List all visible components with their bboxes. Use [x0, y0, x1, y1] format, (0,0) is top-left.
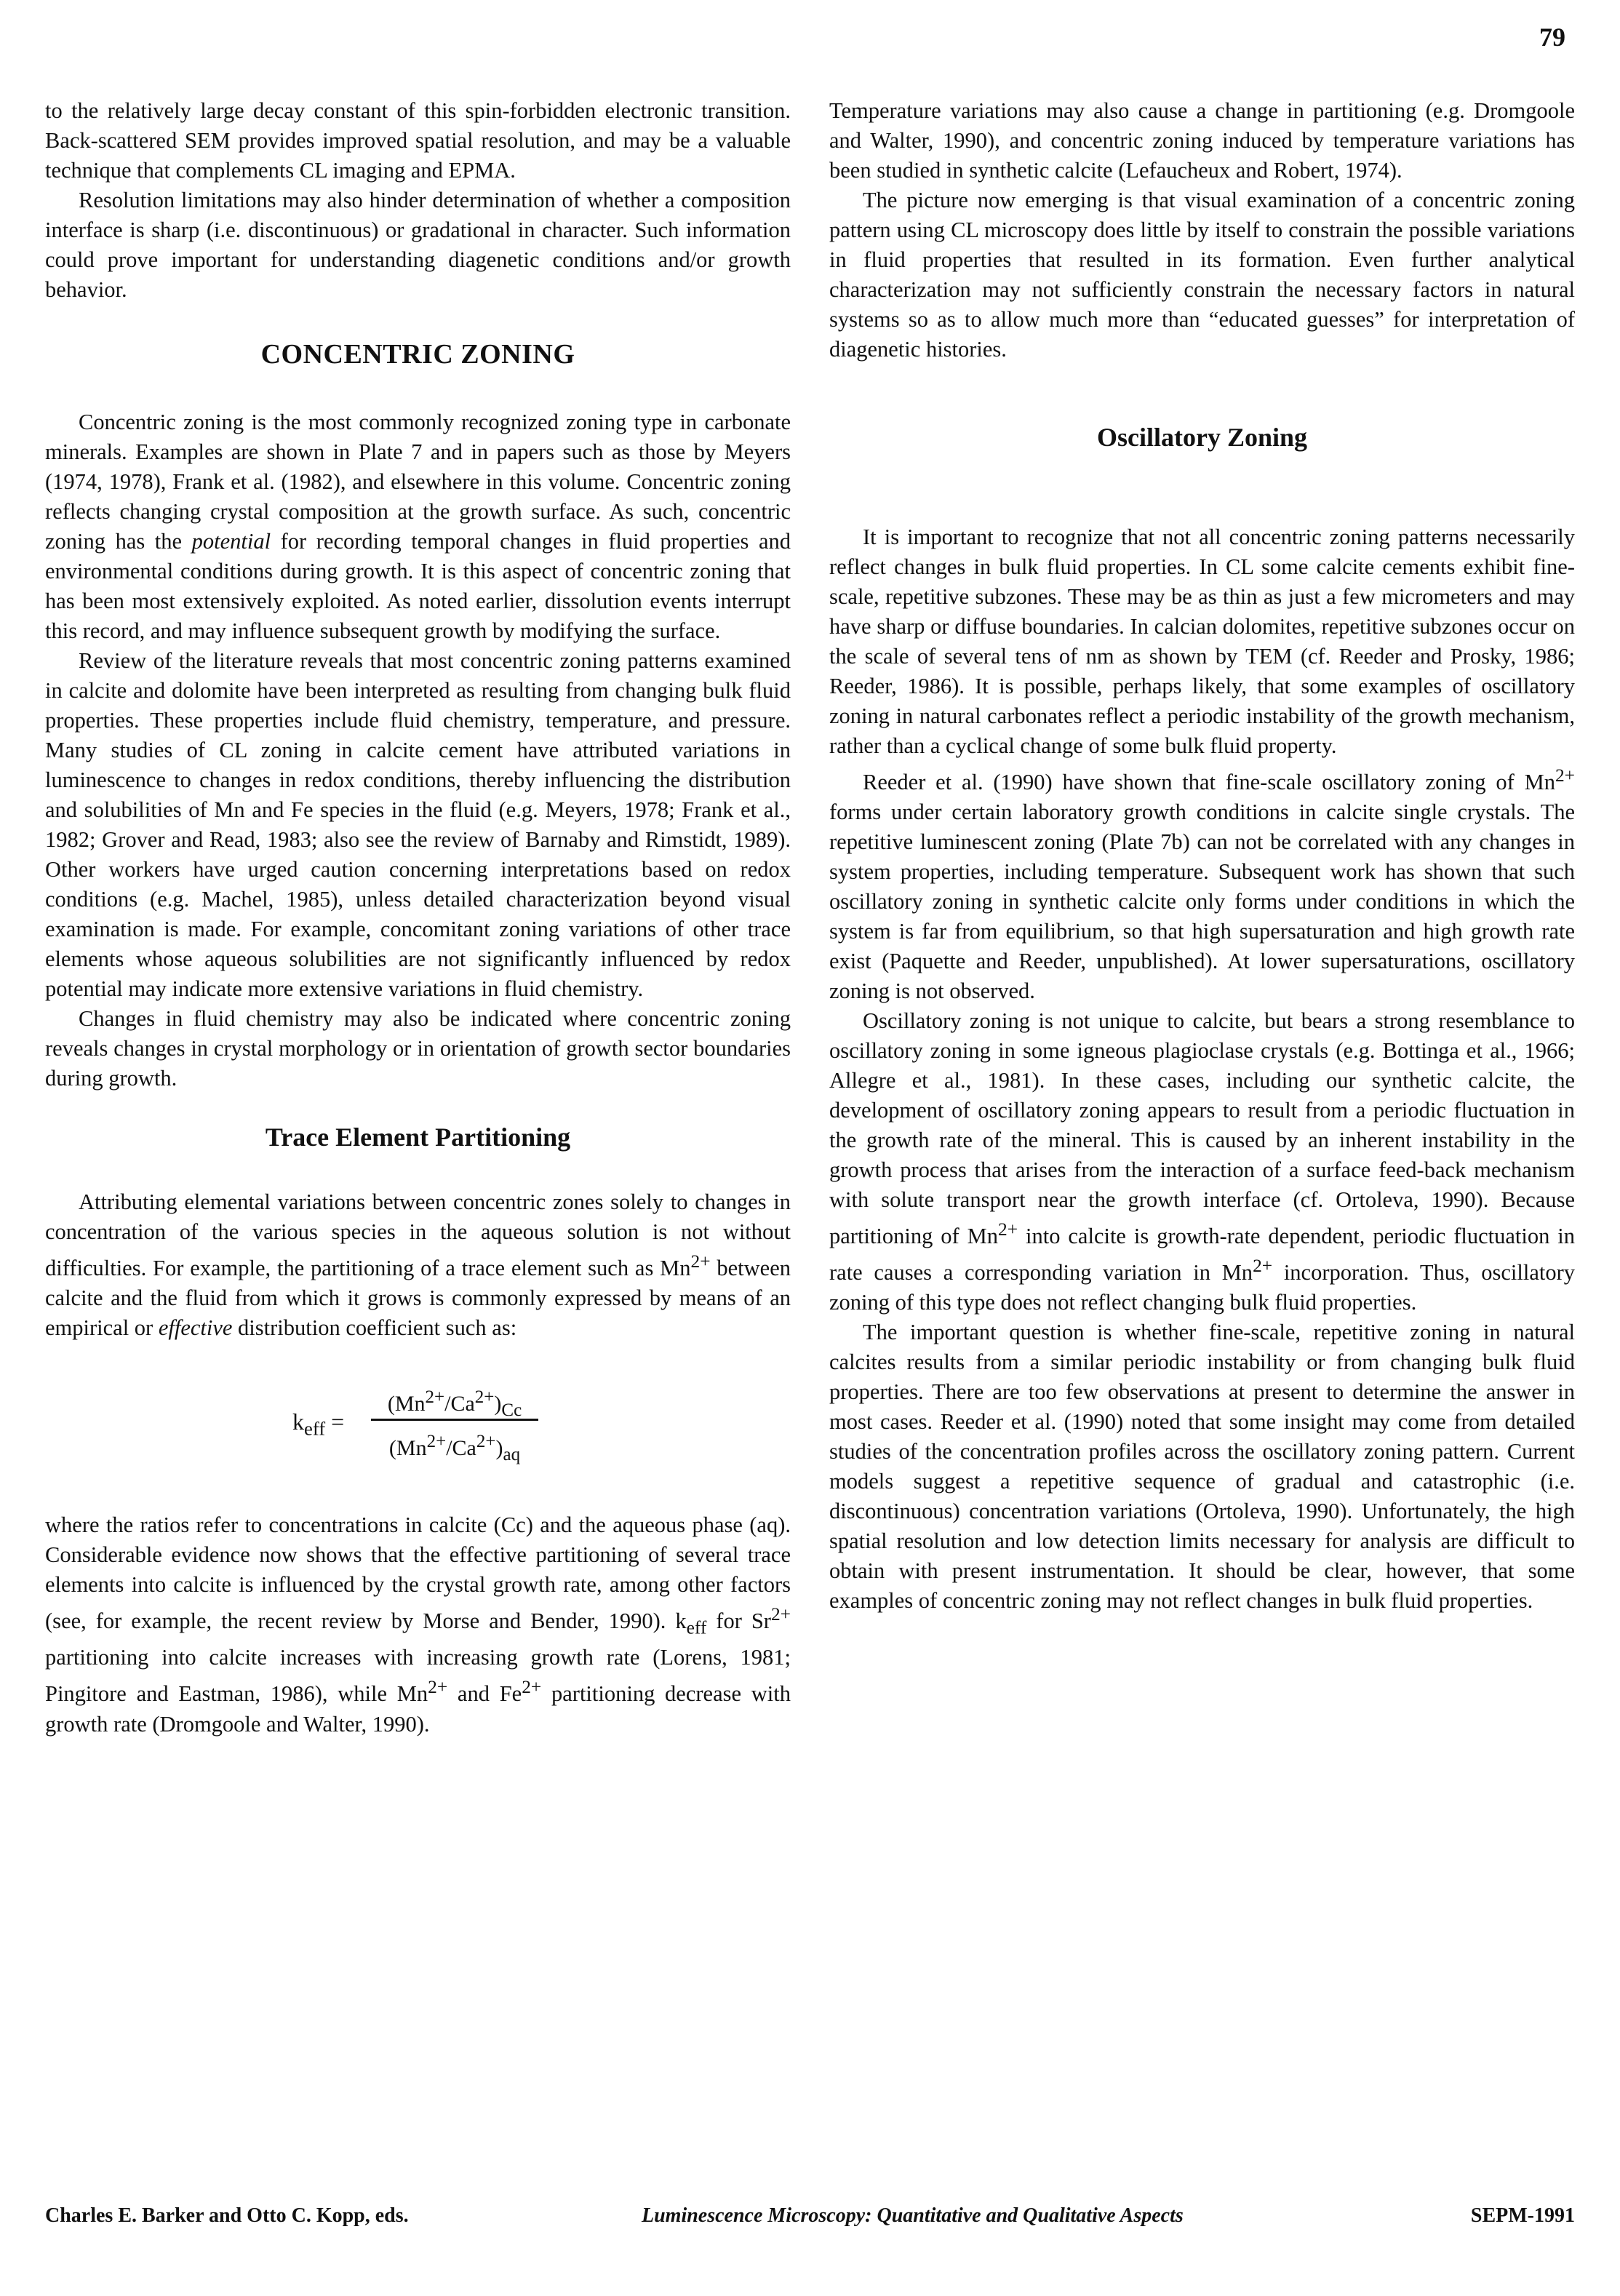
distribution-coefficient-equation — [45, 1365, 791, 1488]
paragraph: where the ratios refer to concentrations in calcite (Cc) and the aqueous phase (aq). Considerable evidence now shows that the effective partitioning of several trace elements into calcite is influenced by the crystal growth rate, among other factors (see, for example, the recent review by Morse and Bender, 1990). $k_{eff}$ for $Sr^{2+}$ partitioning into calcite increases with increasing growth rate (Lorens, 1981; Pingitore and Eastman, 1986), while $Mn^{2+}$ and $Fe^{2+}$ partitioning decrease with growth rate (Dromgoole and Walter, 1990). — [45, 1512, 791, 1737]
paragraph: Review of the literature reveals that most concentric zoning patterns examined in calcite and dolomite have been interpreted as resulting from changing bulk fluid properties. These properties include fluid chemistry, temperature, and pressure. Many studies of CL zoning in calcite cement have attributed variations in luminescence to changes in redox conditions, thereby influencing the distribution and solubilities of Mn and Fe species in the fluid (e.g. Meyers, 1978; Frank et al., 1982; Grover and Read, 1983; also see the review of Barnaby and Rimstidt, 1989). Other workers have urged caution concerning interpretations based on redox conditions (e.g. Machel, 1985), unless detailed characterization beyond visual examination is made. For example, concomitant zoning variations of other trace elements whose aqueous solubilities are not significantly influenced by redox potential may indicate more extensive variations in fluid chemistry. — [45, 648, 791, 1001]
paragraph: The important question is whether fine-scale, repetitive zoning in natural calcites results from a similar periodic instability or from changing bulk fluid properties. There are too few observations at present to determine the answer in most cases. Reeder et al. (1990) noted that some insight may come from detailed studies of the concentration profiles across the oscillatory zoning pattern. Current models suggest a repetitive sequence of gradual and catastrophic (i.e. discontinuous) concentration variations (Ortoleva, 1990). Unfortunately, the high spatial resolution and low detection limits necessary for analysis are difficult to obtain with present instrumentation. It should be clear, however, that some examples of concentric zoning may not reflect changes in bulk fluid properties. — [829, 1320, 1575, 1614]
page-number: 79 — [1539, 23, 1565, 52]
subsection-heading-trace-element-partitioning: Trace Element Partitioning — [265, 1123, 571, 1152]
equation-fraction — [371, 1365, 538, 1465]
paragraph: Changes in fluid chemistry may also be indicated where concentric zoning reveals changes in crystal morphology or in orientation of growth sector boundaries during growth. — [45, 1006, 791, 1091]
paragraph: Temperature variations may also cause a change in partitioning (e.g. Dromgoole and Walter, 1990), and concentric zoning induced by temperature variations has been studied in synthetic calcite (Lefaucheux and Robert, 1974). — [829, 98, 1575, 183]
footer-editors: Charles E. Barker and Otto C. Kopp, eds. — [45, 2204, 409, 2227]
footer-book-title: Luminescence Microscopy: Quantitative and Qualitative Aspects — [642, 2204, 1184, 2227]
equation-numerator: $(Mn^{2+}/Ca^{2+})_{Cc}$ — [387, 1387, 522, 1421]
paragraph: Oscillatory zoning is not unique to calcite, but bears a strong resemblance to oscillatory zoning in some igneous plagioclase crystals (e.g. Bottinga et al., 1966; Allegre et al., 1981). In these cases, including our synthetic calcite, the development of oscillatory zoning appears to result from a periodic fluctuation in the growth rate of the mineral. This is caused by an inherent instability in the growth process that arises from the interaction of a surface feed-back mechanism with solute transport near the growth interface (cf. Ortoleva, 1990). Because partitioning of $Mn^{2+}$ into calcite is growth-rate dependent, periodic fluctuation in rate causes a corresponding variation in $Mn^{2+}$ incorporation. Thus, oscillatory zoning of this type does not reflect changing bulk fluid properties. — [829, 1008, 1576, 1315]
paragraph: to the relatively large decay constant of this spin-forbidden electronic transition. Back-scattered SEM provides improved spatial resolution, and may be a valuable technique that complements CL imaging and EPMA. — [45, 98, 791, 183]
equation-lhs: $k_{eff}$ = — [292, 1408, 345, 1440]
paragraph: Resolution limitations may also hinder determination of whether a composition interface is sharp (i.e. discontinuous) or gradational in character. Such information could prove important for understanding diagenetic conditions and/or growth behavior. — [45, 188, 791, 302]
paragraph: Attributing elemental variations between concentric zones solely to changes in concentration of the various species in the aqueous solution is not without difficulties. For example, the partitioning of a trace element such as $Mn^{2+}$ between calcite and the fluid from which it grows is commonly expressed by means of an empirical or effective distribution coefficient such as: — [45, 1189, 791, 1341]
equation-denominator: $(Mn^{2+}/Ca^{2+})_{aq}$ — [388, 1432, 521, 1465]
paragraph: The picture now emerging is that visual examination of a concentric zoning pattern using CL microscopy does little by itself to constrain the possible variations in fluid properties that resulted in its formation. Even further analytical characterization may not sufficiently constrain the necessary factors in natural systems so as to allow much more than “educated guesses” for interpretation of diagenetic histories. — [829, 188, 1575, 362]
left-column — [45, 96, 791, 1739]
section-heading-concentric-zoning: CONCENTRIC ZONING — [260, 339, 575, 370]
paragraph: It is important to recognize that not all concentric zoning patterns necessarily reflect changes in bulk fluid properties. In CL some calcite cements exhibit fine-scale, repetitive subzones. These may be as thin as just a few micrometers and may have sharp or diffuse boundaries. In calcian dolomites, repetitive subzones occur on the scale of several tens of nm as shown by TEM (cf. Reeder and Prosky, 1986; Reeder, 1986). It is possible, perhaps likely, that some examples of oscillatory zoning in natural carbonates reflect a periodic instability of the growth mechanism, rather than a cyclical change of some bulk fluid property. — [829, 525, 1575, 758]
paragraph: Concentric zoning is the most commonly recognized zoning type in carbonate minerals. Examples are shown in Plate 7 and in papers such as those by Meyers (1974, 1978), Frank et al. (1982), and elsewhere in this volume. Concentric zoning reflects changing crystal composition at the growth surface. As such, concentric zoning has the potential for recording temporal changes in fluid properties and environmental conditions during growth. It is this aspect of concentric zoning that has been most extensively exploited. As noted earlier, dissolution events interrupt this record, and may influence subsequent growth by modifying the surface. — [45, 410, 791, 643]
footer-publisher: SEPM-1991 — [1470, 2204, 1575, 2227]
right-column — [829, 96, 1575, 1616]
subsection-heading-oscillatory-zoning: Oscillatory Zoning — [1096, 423, 1308, 452]
paragraph: Reeder et al. (1990) have shown that fine-scale oscillatory zoning of $Mn^{2+}$ forms under certain laboratory growth conditions in calcite single crystals. The repetitive luminescent zoning (Plate 7b) can not be correlated with any changes in system properties, including temperature. Subsequent work has shown that such oscillatory zoning in synthetic calcite only forms under conditions in which the system is far from equilibrium, so that high supersaturation and high growth rate exist (Paquette and Reeder, unpublished). At lower supersaturations, oscillatory zoning is not observed. — [829, 765, 1575, 1004]
